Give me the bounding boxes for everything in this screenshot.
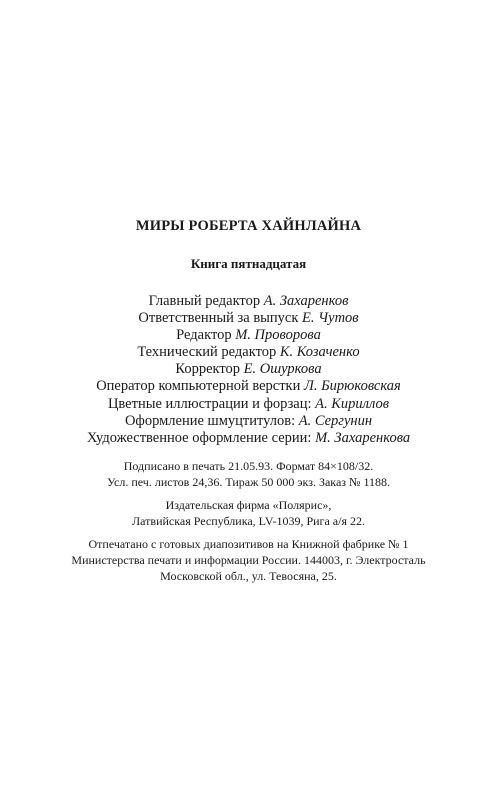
- credit-technical-editor: [0, 344, 497, 361]
- credit-layout-operator: [0, 378, 497, 395]
- credit-role: Оператор компьютерной верстки: [96, 378, 301, 395]
- credits-block: [0, 293, 497, 447]
- credit-role: Главный редактор: [148, 293, 261, 309]
- publisher-line: Латвийская Республика, LV-1039, Рига а/я 22.: [132, 514, 365, 528]
- credit-name: М. Проворова: [235, 327, 321, 344]
- publisher-line: Издательская фирма «Полярис»,: [165, 498, 332, 512]
- book-title: Книга пятнадцатая: [190, 256, 307, 271]
- credit-role: Корректор: [175, 361, 241, 378]
- credit-role: Редактор: [176, 327, 232, 344]
- credit-name: Л. Бирюковская: [304, 378, 401, 395]
- publisher-block: [0, 497, 497, 529]
- credit-proofreader: [0, 361, 497, 378]
- series-title: МИРЫ РОБЕРТА ХАЙНЛАЙНА: [135, 218, 362, 234]
- credit-name: А. Захаренков: [263, 293, 349, 309]
- printer-line: Отпечатано с готовых диапозитивов на Книжной фабрике № 1: [88, 537, 409, 551]
- credit-role: Технический редактор: [137, 344, 277, 361]
- credit-role: Ответственный за выпуск: [138, 310, 299, 327]
- credit-name: Е. Ошуркова: [243, 361, 322, 378]
- printer-line: Министерства печати и информации России. 144003, г. Электросталь: [71, 553, 426, 567]
- credit-name: А. Кириллов: [315, 395, 390, 412]
- credit-name: К. Козаченко: [279, 344, 360, 361]
- credit-name: А. Сергунин: [298, 412, 373, 429]
- credit-editor: [0, 327, 497, 344]
- credit-chief-editor: [0, 293, 497, 310]
- print-info-line: Подписано в печать 21.05.93. Формат 84×108/32.: [123, 459, 374, 473]
- credit-series-design: [0, 430, 497, 447]
- credit-illustrations: [0, 396, 497, 413]
- printer-block: [0, 536, 497, 584]
- credit-name: Е. Чутов: [302, 310, 359, 327]
- printer-line: Московской обл., ул. Тевосяна, 25.: [160, 569, 337, 583]
- credit-name: М. Захаренкова: [315, 429, 411, 446]
- credit-role: Оформление шмуцтитулов:: [124, 412, 296, 429]
- credit-role: Цветные иллюстрации и форзац:: [107, 395, 312, 412]
- credit-responsible: [0, 310, 497, 327]
- credit-role: Художественное оформление серии:: [86, 429, 312, 446]
- print-info-block: [0, 458, 497, 490]
- print-info-line: Усл. печ. листов 24,36. Тираж 50 000 экз. Заказ № 1188.: [106, 475, 391, 489]
- credit-half-titles: [0, 413, 497, 430]
